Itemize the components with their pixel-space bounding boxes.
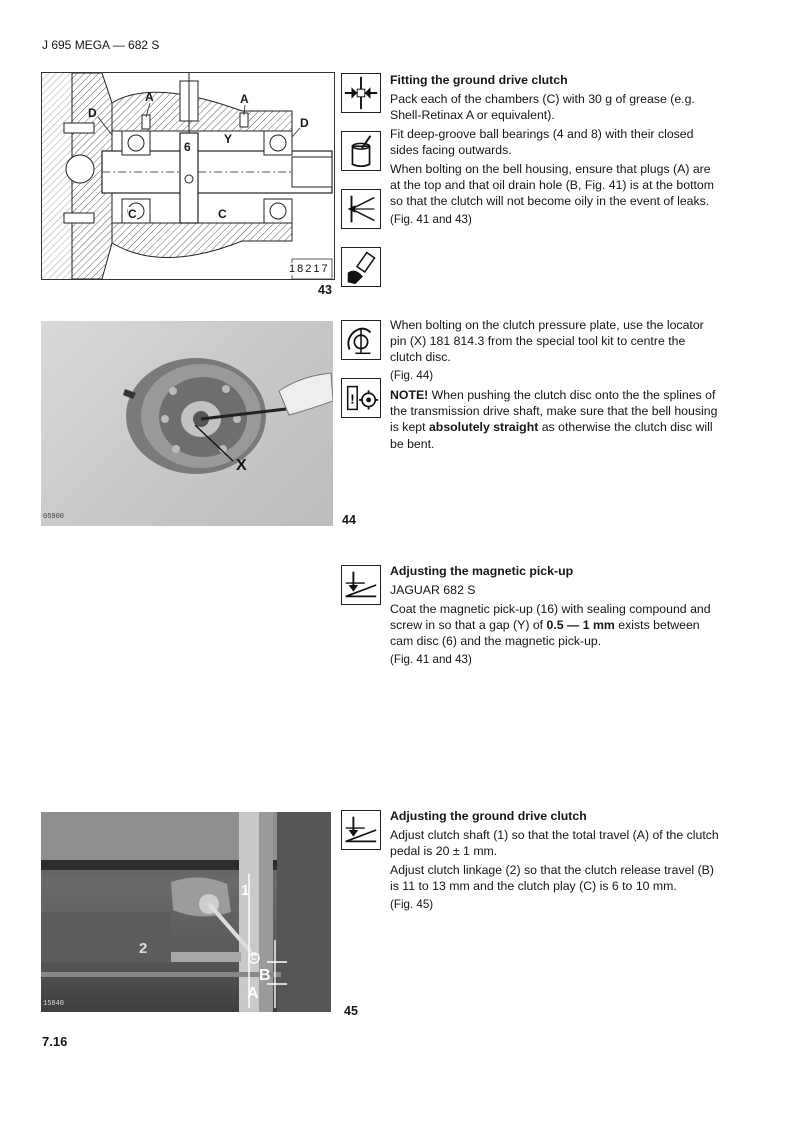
figure-44-photo	[41, 321, 333, 526]
magnetic-pickup-fig-ref: (Fig. 41 and 43)	[390, 652, 472, 666]
magnetic-pickup-subheading: JAGUAR 682 S	[390, 582, 476, 597]
section-adjust-clutch-text	[390, 808, 720, 916]
fig45-label-a: A	[247, 985, 259, 1002]
fitting-clutch-para-grease: Pack each of the chambers (C) with 30 g of grease (e.g. Shell-Retinax A or equivalent).	[390, 91, 695, 122]
clutch-cross-section-drawing	[42, 73, 334, 279]
fig45-label-c: C	[251, 953, 257, 962]
adjust-clutch-para-shaft: Adjust clutch shaft (1) so that the total travel (A) of the clutch pedal is 20 ± 1 mm.	[390, 827, 719, 858]
magnetic-pickup-para	[390, 601, 720, 650]
pickup-text-b: exists between cam disc (6) and the magnetic pick-up.	[390, 617, 700, 648]
fig43-label-a-right: A	[240, 92, 249, 106]
adjust-pickup-icon	[341, 565, 381, 605]
fitting-clutch-para-bearings: Fit deep-groove ball bearings (4 and 8) with their closed sides facing outwards.	[390, 126, 694, 157]
fig43-label-6: 6	[184, 140, 191, 154]
figure-43-number: 43	[318, 283, 332, 297]
fig45-label-2: 2	[139, 940, 148, 957]
adjust-clutch-fig-ref: (Fig. 45)	[390, 897, 434, 911]
section-fitting-clutch-text	[390, 72, 720, 231]
figure-43-diagram	[41, 72, 335, 280]
bearing-fit-icon	[341, 189, 381, 229]
pressure-plate-para: When bolting on the clutch pressure plate, use the locator pin (X) 181 814.3 from the special tool kit to centre the clutch disc.	[390, 318, 704, 365]
fig43-label-a-left: A	[145, 90, 154, 104]
grease-pot-icon	[341, 131, 381, 171]
fitting-clutch-heading: Fitting the ground drive clutch	[390, 73, 568, 87]
adjust-clutch-icon	[341, 810, 381, 850]
note-text-bold: absolutely straight	[428, 420, 539, 435]
figure-45-number: 45	[344, 1004, 358, 1018]
note-text-a: When pushing the clutch disc onto the the splines of the transmission drive shaft, make sure that the bell housing is kept	[390, 388, 718, 435]
section-magnetic-pickup-text	[390, 563, 720, 671]
pickup-text-a: Coat the magnetic pick-up (16) with sealing compound and screw in so that a gap (Y) of	[390, 601, 711, 632]
adjust-clutch-para-linkage: Adjust clutch linkage (2) so that the clutch release travel (B) is 11 to 13 mm and the clutch play (C) is 6 to 10 mm.	[390, 862, 714, 893]
fitting-clutch-fig-ref: (Fig. 41 and 43)	[390, 213, 472, 226]
fig43-label-c-right: C	[218, 207, 227, 221]
fig43-label-d-right: D	[300, 116, 309, 130]
fig45-label-b: B	[259, 967, 271, 984]
adjust-clutch-heading: Adjusting the ground drive clutch	[390, 809, 587, 823]
fig45-photo-code: 15840	[43, 1000, 65, 1008]
figure-44-number: 44	[342, 513, 356, 527]
fitting-clutch-para-bell-housing: When bolting on the bell housing, ensure that plugs (A) are at the top and that oil drain hole (B, Fig. 41) is at the bottom so that the clutch will not become oily in the event of leaks.	[390, 161, 715, 209]
figure-45-photo	[41, 812, 331, 1012]
fig43-label-d-left: D	[88, 106, 97, 120]
magnetic-pickup-heading: Adjusting the magnetic pick-up	[390, 564, 574, 578]
fig43-label-c-left: C	[128, 207, 137, 221]
section-pressure-plate-text	[390, 317, 720, 454]
note-text-b: as otherwise the clutch disc will be bent.	[390, 420, 713, 451]
special-tool-icon	[341, 320, 381, 360]
svg-text:!: !	[350, 391, 355, 407]
seal-compound-icon	[341, 247, 381, 287]
pressure-plate-fig-ref: (Fig. 44)	[390, 369, 434, 383]
clutch-linkage-photo-drawing	[41, 812, 331, 1012]
fig43-drawing-code: 18217	[289, 263, 330, 275]
page-number: 7.16	[42, 1034, 68, 1049]
note-label: NOTE!	[390, 388, 429, 402]
pickup-gap-value: 0.5 — 1 mm	[546, 617, 615, 632]
clutch-assembly-photo-drawing	[41, 321, 333, 526]
fig44-label-x: X	[236, 457, 247, 474]
press-fit-icon	[341, 73, 381, 113]
page-header: J 695 MEGA — 682 S	[42, 38, 160, 52]
fig44-photo-code: 05900	[43, 513, 65, 521]
fig45-label-1: 1	[241, 882, 250, 899]
caution-gear-icon	[341, 378, 381, 418]
pressure-plate-note	[390, 387, 720, 452]
fig43-label-y: Y	[224, 132, 233, 146]
